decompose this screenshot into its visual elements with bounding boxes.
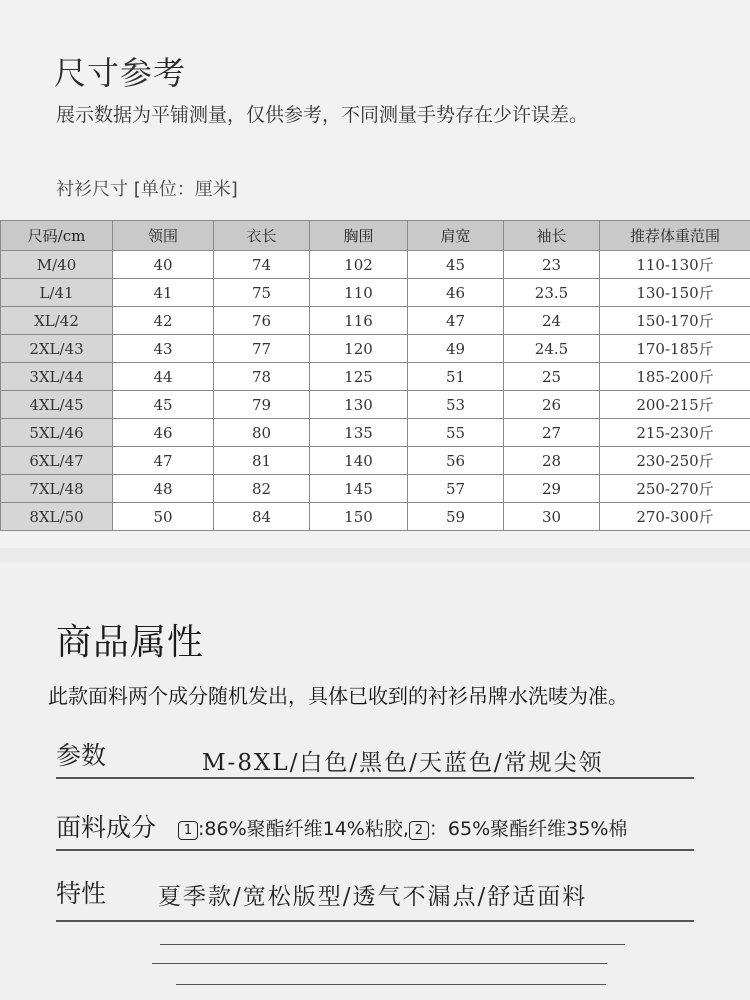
product-attributes-title: 商品属性 xyxy=(56,622,205,663)
table-cell: 79 xyxy=(214,391,310,419)
table-row xyxy=(1,251,750,279)
table-cell: 29 xyxy=(504,475,600,503)
table-cell: 185-200斤 xyxy=(600,363,750,391)
features-value: 夏季款/宽松版型/透气不漏点/舒适面料 xyxy=(158,884,588,910)
table-cell: 170-185斤 xyxy=(600,335,750,363)
table-cell: 47 xyxy=(113,447,214,475)
table-cell: 75 xyxy=(214,279,310,307)
table-cell: 56 xyxy=(408,447,504,475)
decorative-line xyxy=(152,963,607,964)
table-cell: 25 xyxy=(504,363,600,391)
size-reference-title: 尺寸参考 xyxy=(54,54,187,92)
table-row xyxy=(1,447,750,475)
table-cell: 84 xyxy=(214,503,310,531)
table-cell: 46 xyxy=(408,279,504,307)
size-table-header-row xyxy=(1,221,750,251)
size-cell: 8XL/50 xyxy=(1,503,113,531)
table-cell: 78 xyxy=(214,363,310,391)
table-cell: 215-230斤 xyxy=(600,419,750,447)
decorative-line xyxy=(176,984,606,985)
table-cell: 49 xyxy=(408,335,504,363)
composition-option-2: ：65%聚酯纤维35%棉 xyxy=(428,818,628,840)
table-cell: 51 xyxy=(408,363,504,391)
table-cell: 45 xyxy=(408,251,504,279)
table-row xyxy=(1,391,750,419)
size-cell: 6XL/47 xyxy=(1,447,113,475)
table-cell: 74 xyxy=(214,251,310,279)
table-cell: 55 xyxy=(408,419,504,447)
column-header: 袖长 xyxy=(504,221,600,251)
table-cell: 23 xyxy=(504,251,600,279)
params-divider xyxy=(56,777,694,779)
table-cell: 77 xyxy=(214,335,310,363)
table-cell: 59 xyxy=(408,503,504,531)
table-cell: 110 xyxy=(310,279,408,307)
composition-option-1: :86%聚酯纤维14%粘胶, xyxy=(198,818,409,840)
fabric-label: 面料成分 xyxy=(56,813,157,842)
params-value: M-8XL/白色/黑色/天蓝色/常规尖领 xyxy=(202,750,604,776)
table-cell: 150 xyxy=(310,503,408,531)
features-label: 特性 xyxy=(56,879,107,908)
table-cell: 44 xyxy=(113,363,214,391)
table-row xyxy=(1,475,750,503)
table-cell: 24 xyxy=(504,307,600,335)
params-row xyxy=(56,732,696,782)
table-row xyxy=(1,419,750,447)
params-label: 参数 xyxy=(56,741,107,770)
table-cell: 53 xyxy=(408,391,504,419)
table-row xyxy=(1,279,750,307)
table-cell: 23.5 xyxy=(504,279,600,307)
table-cell: 40 xyxy=(113,251,214,279)
table-cell: 81 xyxy=(214,447,310,475)
features-divider xyxy=(56,920,694,922)
column-header: 领围 xyxy=(113,221,214,251)
table-cell: 110-130斤 xyxy=(600,251,750,279)
size-reference-subtitle: 展示数据为平铺测量，仅供参考，不同测量手势存在少许误差。 xyxy=(56,104,589,126)
fabric-row xyxy=(56,806,696,850)
table-cell: 145 xyxy=(310,475,408,503)
table-cell: 120 xyxy=(310,335,408,363)
column-header: 肩宽 xyxy=(408,221,504,251)
column-header: 推荐体重范围 xyxy=(600,221,750,251)
size-cell: 3XL/44 xyxy=(1,363,113,391)
table-cell: 130 xyxy=(310,391,408,419)
size-cell: 2XL/43 xyxy=(1,335,113,363)
features-row xyxy=(56,872,696,916)
table-row xyxy=(1,363,750,391)
table-row xyxy=(1,503,750,531)
table-cell: 102 xyxy=(310,251,408,279)
table-cell: 43 xyxy=(113,335,214,363)
size-cell: XL/42 xyxy=(1,307,113,335)
table-cell: 50 xyxy=(113,503,214,531)
composition-marker-1: 1 xyxy=(178,821,198,840)
table-cell: 150-170斤 xyxy=(600,307,750,335)
table-cell: 41 xyxy=(113,279,214,307)
decorative-line xyxy=(160,944,625,945)
table-cell: 270-300斤 xyxy=(600,503,750,531)
table-cell: 82 xyxy=(214,475,310,503)
table-row xyxy=(1,307,750,335)
table-cell: 230-250斤 xyxy=(600,447,750,475)
table-row xyxy=(1,335,750,363)
table-cell: 200-215斤 xyxy=(600,391,750,419)
fabric-divider xyxy=(56,849,694,851)
table-cell: 76 xyxy=(214,307,310,335)
column-header: 衣长 xyxy=(214,221,310,251)
table-cell: 42 xyxy=(113,307,214,335)
composition-marker-2: 2 xyxy=(409,821,429,840)
table-cell: 140 xyxy=(310,447,408,475)
column-header: 胸围 xyxy=(310,221,408,251)
table-cell: 57 xyxy=(408,475,504,503)
table-cell: 135 xyxy=(310,419,408,447)
fabric-value xyxy=(178,814,627,841)
size-table-caption: 衬衫尺寸 [单位：厘米] xyxy=(56,179,238,200)
column-header: 尺码/cm xyxy=(1,221,113,251)
table-cell: 125 xyxy=(310,363,408,391)
table-cell: 250-270斤 xyxy=(600,475,750,503)
table-cell: 24.5 xyxy=(504,335,600,363)
table-cell: 46 xyxy=(113,419,214,447)
table-cell: 28 xyxy=(504,447,600,475)
table-cell: 45 xyxy=(113,391,214,419)
table-cell: 130-150斤 xyxy=(600,279,750,307)
table-cell: 27 xyxy=(504,419,600,447)
table-cell: 47 xyxy=(408,307,504,335)
size-cell: 7XL/48 xyxy=(1,475,113,503)
size-cell: M/40 xyxy=(1,251,113,279)
size-cell: 4XL/45 xyxy=(1,391,113,419)
table-cell: 30 xyxy=(504,503,600,531)
size-cell: L/41 xyxy=(1,279,113,307)
table-cell: 26 xyxy=(504,391,600,419)
table-cell: 80 xyxy=(214,419,310,447)
table-cell: 116 xyxy=(310,307,408,335)
table-cell: 48 xyxy=(113,475,214,503)
size-cell: 5XL/46 xyxy=(1,419,113,447)
size-table xyxy=(0,220,750,531)
fabric-note: 此款面料两个成分随机发出，具体已收到的衬衫吊牌水洗唛为准。 xyxy=(48,684,628,708)
